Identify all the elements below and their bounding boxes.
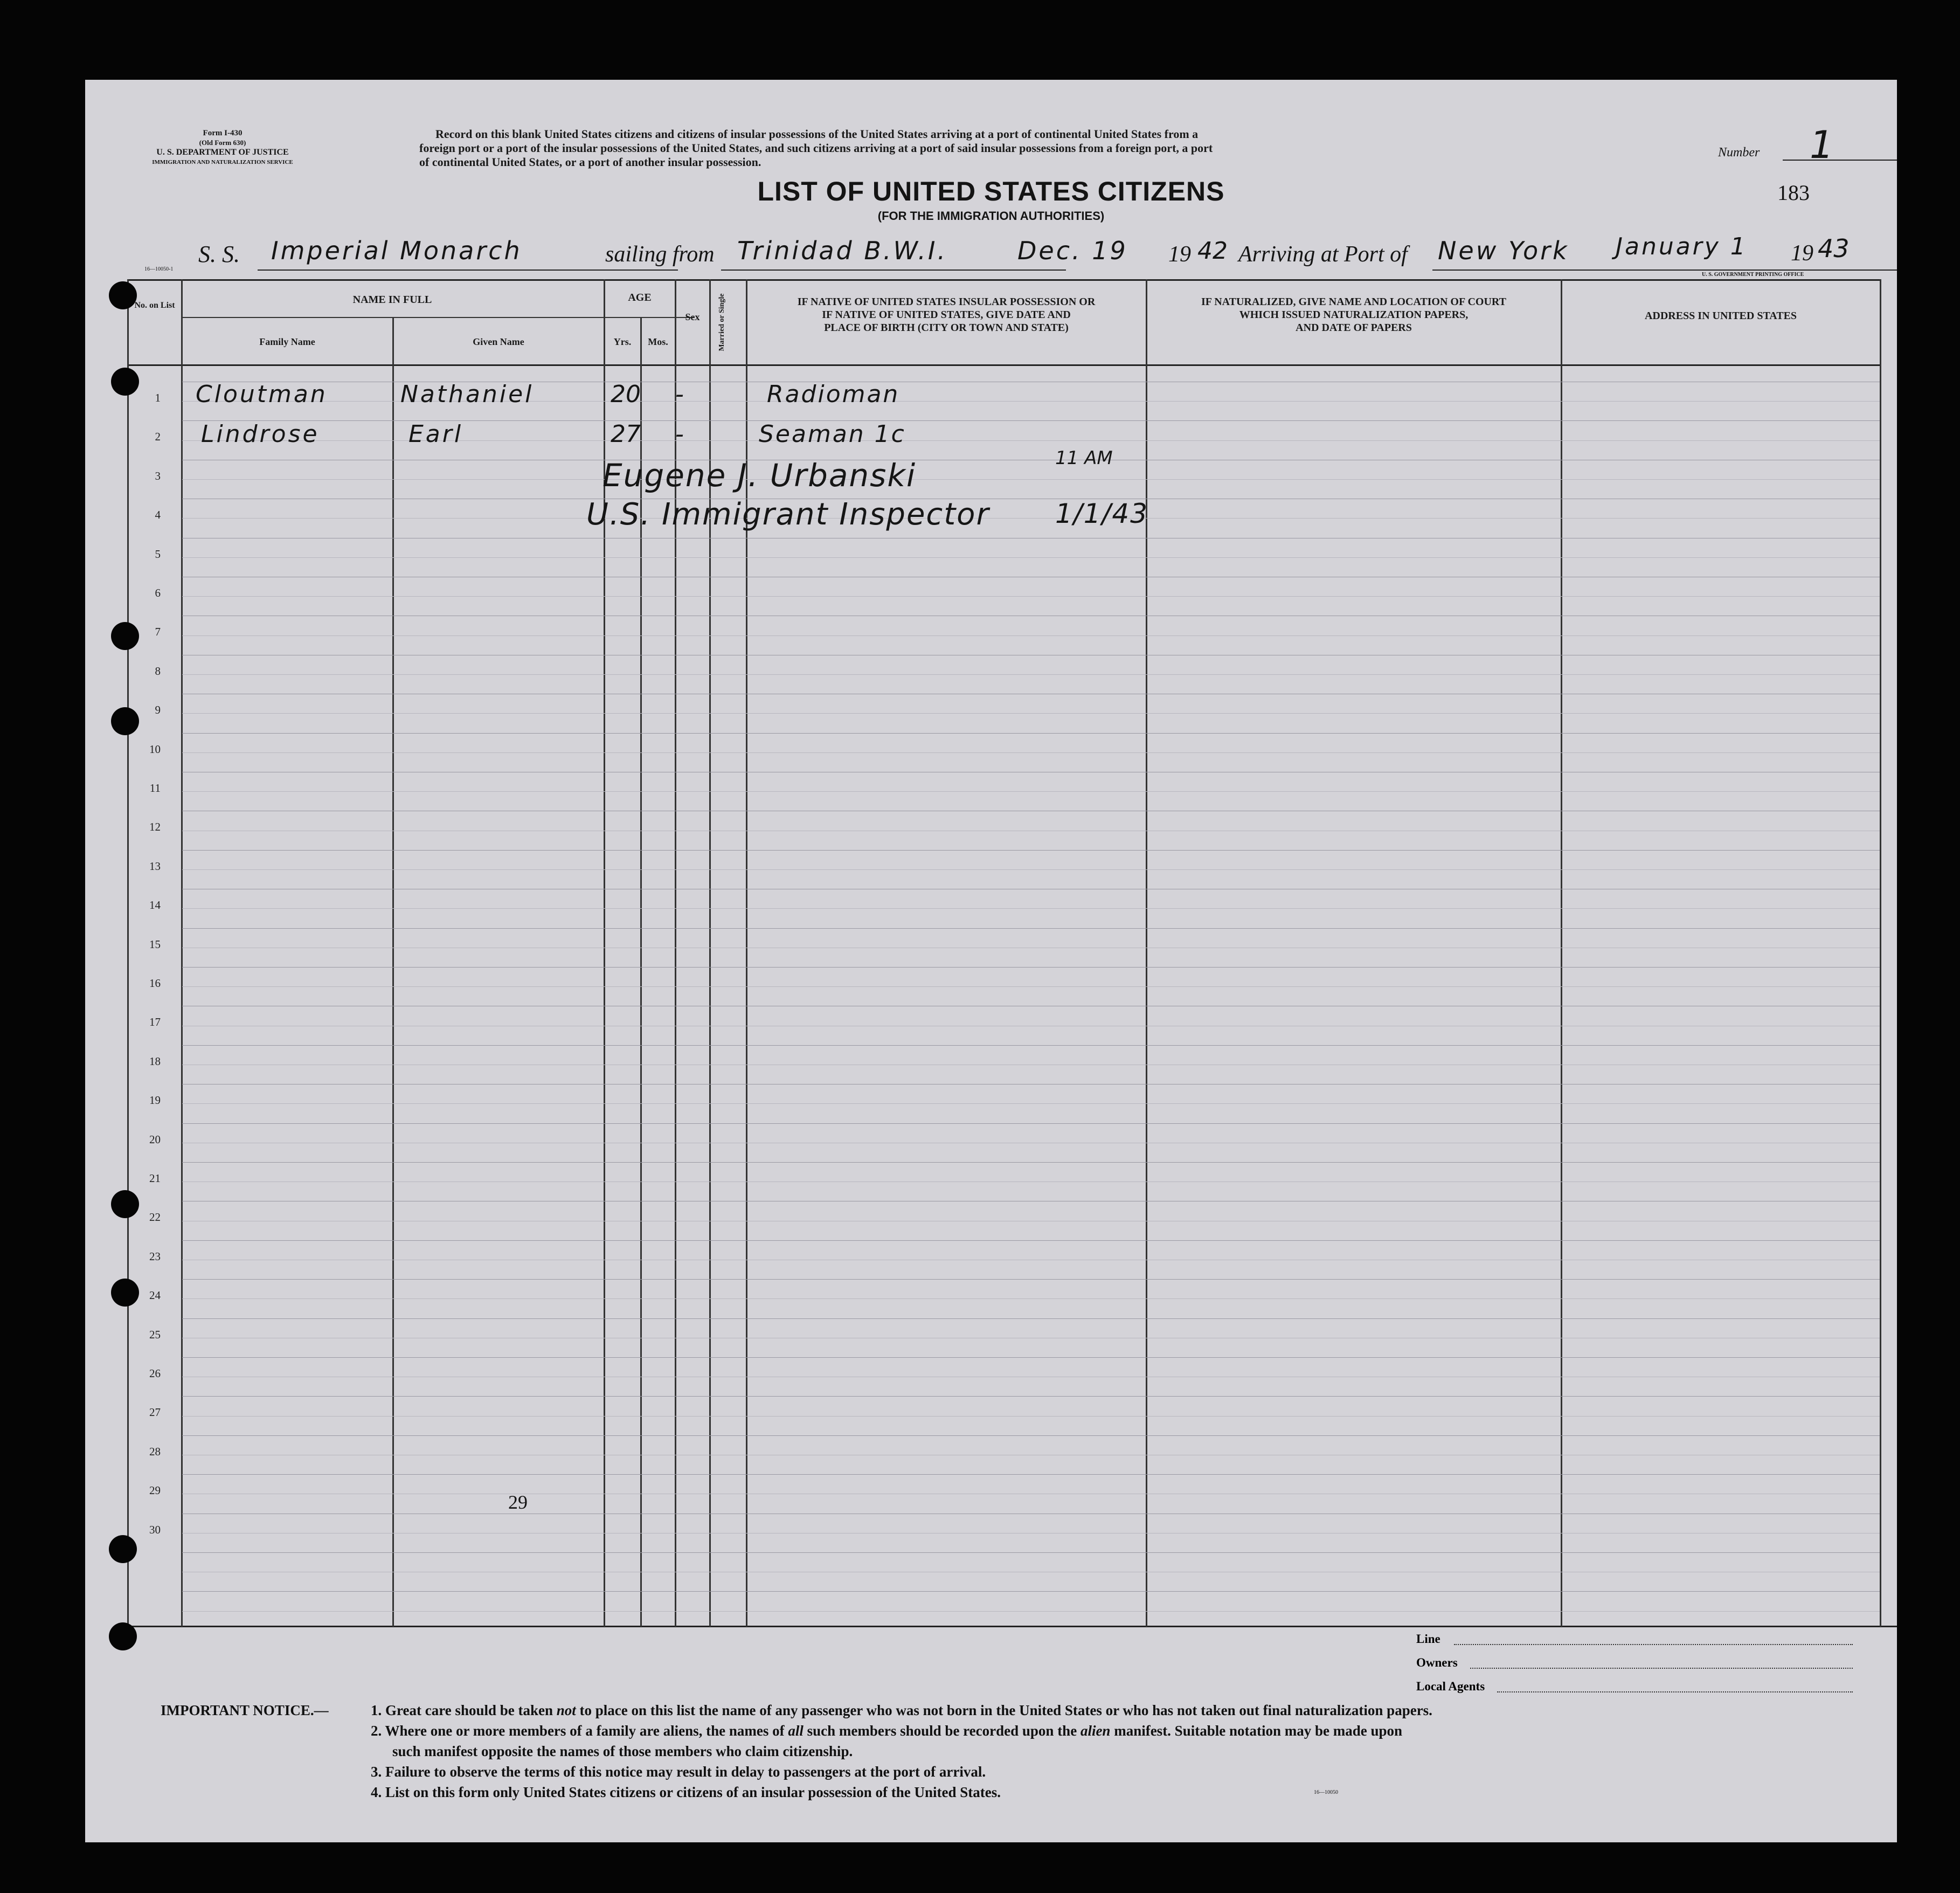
header-naturalized	[1147, 295, 1561, 334]
row-rule	[182, 479, 1880, 480]
row-rule	[182, 967, 1880, 968]
row-rule	[182, 1045, 1880, 1046]
header-family-name: Family Name	[259, 336, 315, 347]
row-rule	[182, 557, 1880, 558]
notice-4	[371, 1782, 1001, 1802]
row-number: 26	[149, 1367, 161, 1380]
header-naturalized-line-1: IF NATURALIZED, GIVE NAME AND LOCATION OF COURT	[1201, 296, 1506, 308]
inspector-signature: Eugene J. Urbanski	[602, 457, 917, 494]
row-number: 30	[149, 1523, 161, 1536]
notice-3-text: Failure to observe the terms of this notice may result in delay to passengers at the port of arrival.	[385, 1764, 986, 1780]
header-married-or-single: Married or Single	[718, 293, 726, 351]
age-years-cell: 27	[611, 420, 641, 448]
row-rule	[182, 1435, 1880, 1436]
arrival-year: 43	[1818, 234, 1850, 263]
arriving-label: Arriving at Port of	[1238, 242, 1408, 267]
row-number: 14	[149, 899, 161, 911]
header-address: ADDRESS IN UNITED STATES	[1644, 310, 1797, 322]
header-naturalized-line-3: AND DATE OF PAPERS	[1296, 322, 1412, 334]
sail-year: 42	[1197, 237, 1228, 265]
arrival-year-prefix: 19	[1791, 241, 1813, 266]
row-rule	[182, 1552, 1880, 1553]
notice-3	[371, 1761, 986, 1782]
header-native-info	[747, 295, 1146, 334]
table-row	[85, 381, 1897, 419]
name-age-subheader-rule	[182, 317, 694, 318]
col-divider-native	[1146, 279, 1147, 1627]
row-number: 5	[155, 548, 161, 561]
col-divider-family	[392, 317, 394, 1627]
row-number: 11	[149, 782, 161, 794]
given-name-cell: Earl	[408, 420, 463, 448]
header-mos: Mos.	[648, 336, 668, 347]
printer-code: 16—10050-1	[144, 266, 174, 272]
header-yrs: Yrs.	[613, 336, 632, 347]
punch-hole	[111, 1190, 139, 1218]
row-rule	[182, 635, 1880, 636]
number-label: Number	[1718, 146, 1760, 160]
number-value: 1	[1810, 123, 1836, 167]
row-rule	[182, 1611, 1880, 1612]
header-name-in-full: NAME IN FULL	[352, 294, 432, 306]
row-number: 10	[149, 743, 161, 756]
printing-office: U. S. GOVERNMENT PRINTING OFFICE	[1702, 272, 1804, 278]
owners-label: Owners	[1416, 1656, 1458, 1669]
page-subtitle: (FOR THE IMMIGRATION AUTHORITIES)	[877, 209, 1105, 223]
col-divider-no	[181, 279, 183, 1627]
row-number: 29	[149, 1484, 161, 1497]
header-no-on-list: No. on List	[134, 301, 175, 310]
row-rule	[182, 1103, 1880, 1104]
age-months-cell: -	[675, 381, 686, 408]
line-field	[1454, 1644, 1853, 1645]
footer-code: 16—10050	[1314, 1790, 1338, 1795]
arrival-date: January 1	[1616, 233, 1748, 260]
family-name-cell: Cloutman	[196, 381, 328, 408]
row-number: 15	[149, 938, 161, 951]
local-agents-field	[1497, 1691, 1853, 1692]
table-top-border	[128, 279, 1880, 281]
row-number: 22	[149, 1211, 161, 1224]
row-rule	[182, 1396, 1880, 1397]
family-name-cell: Lindrose	[201, 420, 320, 448]
stamp-number: 183	[1777, 181, 1810, 205]
header-native-info-line-2: IF NATIVE OF UNITED STATES, GIVE DATE AND	[822, 309, 1071, 321]
row-rule	[182, 733, 1880, 734]
department-name: U. S. DEPARTMENT OF JUSTICE	[156, 148, 289, 157]
row-rule	[182, 986, 1880, 987]
notice-1	[371, 1700, 1432, 1721]
row-rule	[182, 752, 1880, 753]
header-naturalized-line-2: WHICH ISSUED NATURALIZATION PAPERS,	[1239, 309, 1469, 321]
row-rule	[182, 1416, 1880, 1417]
sail-date: Dec. 19	[1017, 236, 1128, 265]
page-title: LIST OF UNITED STATES CITIZENS	[757, 176, 1225, 206]
row-number: 17	[149, 1015, 161, 1028]
table-right-border	[1880, 279, 1881, 1627]
notice-2-emphasis-2: alien	[1080, 1723, 1111, 1739]
header-sex: Sex	[685, 312, 700, 322]
row-rule	[182, 791, 1880, 792]
given-name-cell: Nathaniel	[400, 381, 534, 408]
footer	[85, 1632, 1897, 1842]
sailing-from-port: Trinidad B.W.I.	[737, 236, 948, 265]
row-rule	[182, 1474, 1880, 1475]
row-rule	[182, 596, 1880, 597]
row-number: 13	[149, 860, 161, 873]
row-number: 16	[149, 977, 161, 990]
age-months-cell: -	[675, 420, 686, 448]
sail-year-prefix: 19	[1168, 242, 1191, 267]
row-rule	[182, 869, 1880, 870]
row-number: 18	[149, 1055, 161, 1068]
inspector-date: 1/1/43	[1055, 498, 1148, 529]
row-number: 4	[155, 508, 161, 521]
native-info-cell: Radioman	[767, 381, 900, 408]
table-row	[85, 420, 1897, 459]
row-number: 8	[155, 665, 161, 678]
row-rule	[182, 713, 1880, 714]
notice-1-number: 1.	[371, 1702, 382, 1718]
row-number: 2	[155, 430, 161, 443]
native-info-cell: Seaman 1c	[759, 420, 906, 448]
inspector-time: 11 AM	[1055, 447, 1113, 469]
old-form-number: (Old Form 630)	[199, 139, 246, 147]
row-rule	[182, 1240, 1880, 1241]
row-number: 24	[149, 1289, 161, 1302]
instructions-line-2: foreign port or a port of the insular possessions of the United States, and such citizens arriving at a port of said insular possessions from a foreign port, a port	[419, 141, 1213, 155]
punch-hole	[109, 1622, 137, 1650]
row-rule	[182, 1279, 1880, 1280]
row-rule	[182, 928, 1880, 929]
sailing-from-label: sailing from	[605, 242, 715, 267]
age-years-cell: 20	[611, 381, 641, 408]
row-rule	[182, 1318, 1880, 1319]
notice-4-text: List on this form only United States citizens or citizens of an insular possession of the United States.	[385, 1784, 1001, 1800]
inspector-title: U.S. Immigrant Inspector	[586, 497, 990, 532]
row-rule	[182, 1162, 1880, 1163]
row-number: 21	[149, 1172, 161, 1185]
service-name: IMMIGRATION AND NATURALIZATION SERVICE	[152, 159, 293, 165]
header-given-name: Given Name	[473, 336, 524, 347]
row-number: 1	[155, 391, 161, 404]
row-number: 20	[149, 1133, 161, 1146]
notice-2	[371, 1721, 1402, 1741]
header-native-info-line-3: PLACE OF BIRTH (CITY OR TOWN AND STATE)	[824, 322, 1069, 334]
notice-2-text-b: such members should be recorded upon the	[803, 1723, 1081, 1739]
ss-label: S. S.	[198, 241, 240, 267]
notice-1-text-a: Great care should be taken	[385, 1702, 557, 1718]
owners-field	[1470, 1668, 1853, 1669]
page-stamp: 29	[508, 1491, 528, 1513]
instructions-line-1: Record on this blank United States citizens and citizens of insular possessions of the United States arriving at a port of continental United States from a	[435, 127, 1199, 141]
notice-1-text-b: to place on this list the name of any passenger who was not born in the United States or who has not taken out final naturalization papers.	[576, 1702, 1432, 1718]
row-rule	[182, 850, 1880, 851]
notice-heading: IMPORTANT NOTICE.—	[161, 1702, 329, 1718]
notice-2-text-a: Where one or more members of a family are aliens, the names of	[385, 1723, 788, 1739]
line-label: Line	[1416, 1632, 1440, 1646]
local-agents-label: Local Agents	[1416, 1680, 1485, 1693]
row-rule	[182, 1591, 1880, 1592]
row-number: 3	[155, 469, 161, 482]
row-number: 23	[149, 1250, 161, 1263]
punch-hole	[111, 707, 139, 735]
notice-2-number: 2.	[371, 1723, 382, 1739]
ship-name: Imperial Monarch	[271, 236, 522, 265]
row-number: 27	[149, 1406, 161, 1419]
col-divider-naturalized	[1561, 279, 1562, 1627]
punch-hole	[109, 1535, 137, 1563]
header-bottom-border	[128, 364, 1880, 366]
notice-4-number: 4.	[371, 1784, 382, 1800]
row-number: 28	[149, 1445, 161, 1458]
notice-2-text-c: manifest. Suitable notation may be made upon	[1110, 1723, 1403, 1739]
form-number: Form I-430	[203, 129, 243, 137]
row-number: 12	[149, 820, 161, 833]
header-native-info-line-1: IF NATIVE OF UNITED STATES INSULAR POSSESSION OR	[797, 296, 1096, 308]
row-number: 9	[155, 703, 161, 716]
header-age: AGE	[628, 292, 652, 303]
row-number: 25	[149, 1328, 161, 1341]
notice-2-continued: such manifest opposite the names of those members who claim citizenship.	[392, 1743, 853, 1759]
row-rule	[182, 674, 1880, 675]
punch-hole	[111, 622, 139, 650]
row-rule	[182, 1123, 1880, 1124]
arrival-port: New York	[1438, 236, 1569, 265]
row-number: 6	[155, 586, 161, 599]
row-number: 7	[155, 625, 161, 638]
manifest-table	[85, 80, 1897, 1842]
punch-hole	[111, 1279, 139, 1307]
notice-2-emphasis-1: all	[788, 1723, 804, 1739]
row-rule	[182, 1298, 1880, 1299]
row-rule	[182, 1357, 1880, 1358]
punch-hole	[109, 281, 137, 309]
punch-hole	[111, 368, 139, 396]
notice-3-number: 3.	[371, 1764, 382, 1780]
row-number: 19	[149, 1094, 161, 1107]
instructions-line-3: of continental United States, or a port of another insular possession.	[419, 155, 761, 169]
manifest-sheet	[85, 80, 1897, 1842]
notice-1-emphasis: not	[556, 1702, 576, 1718]
row-rule	[182, 908, 1880, 909]
row-rule	[182, 518, 1880, 519]
